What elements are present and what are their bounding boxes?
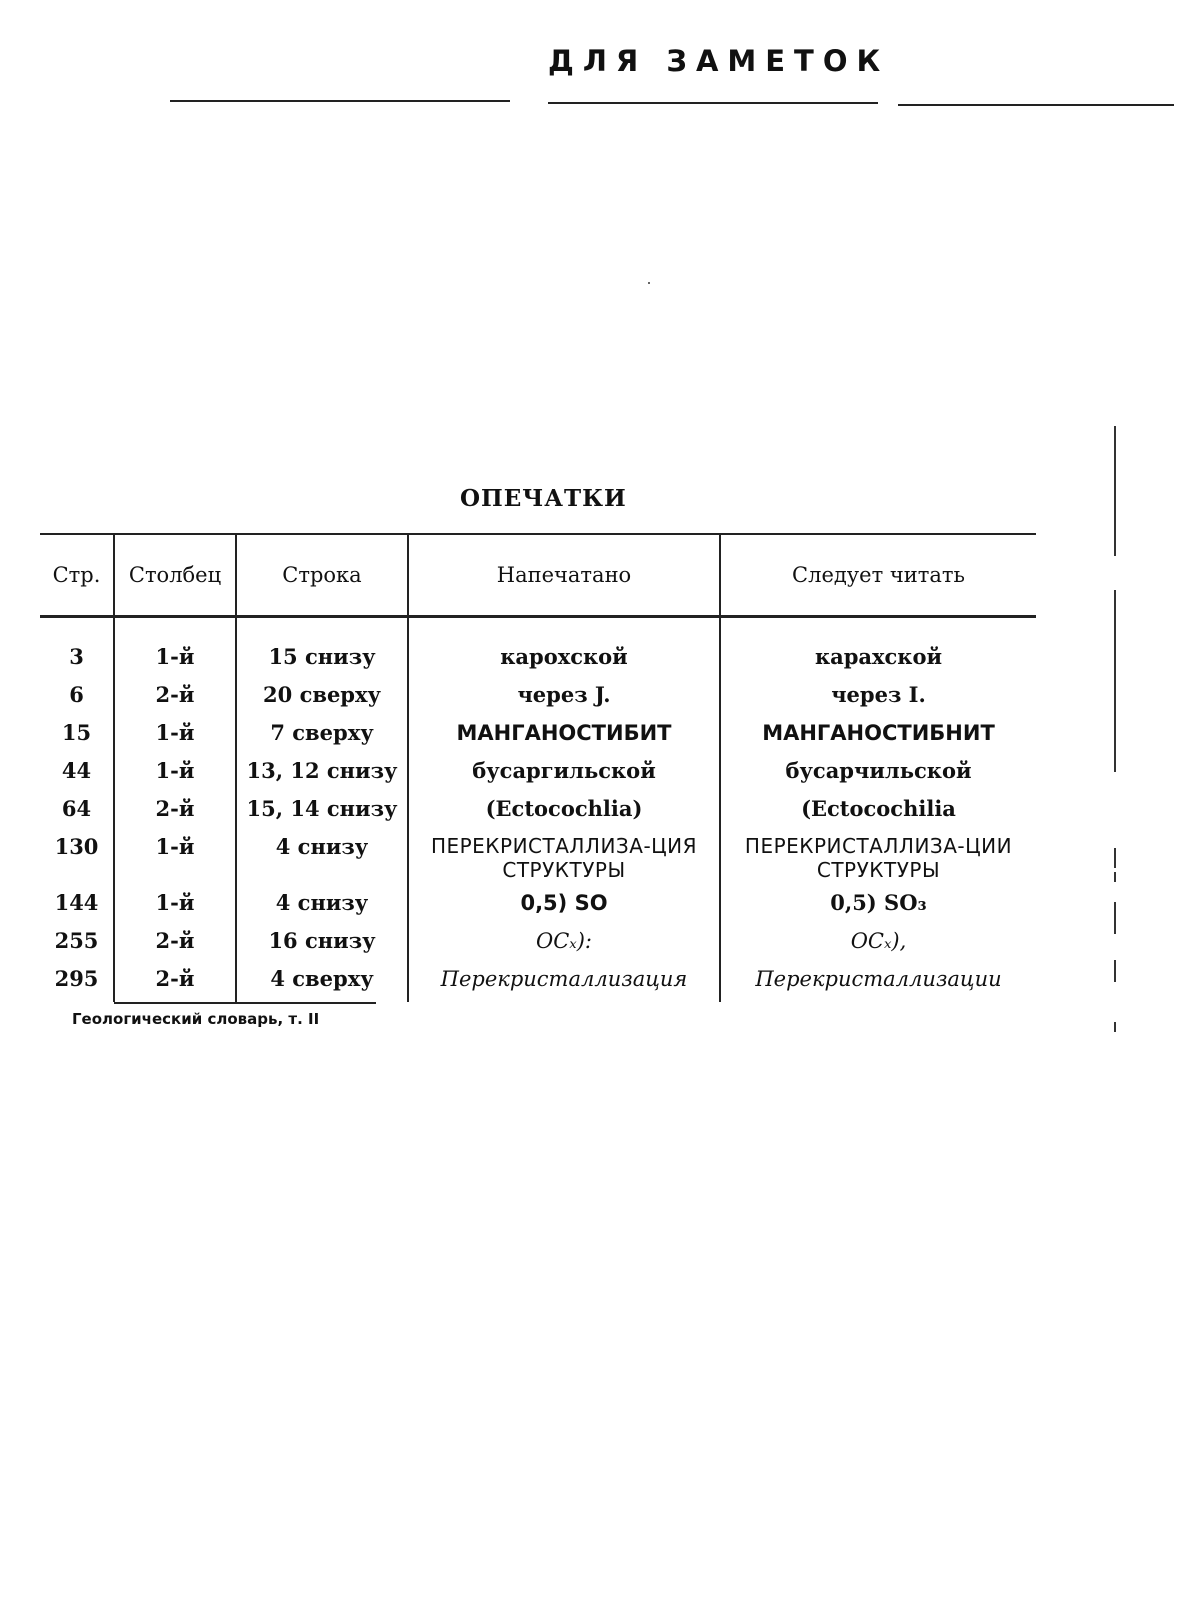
cell-line: 4 снизу	[236, 830, 408, 886]
cell-correct: ПЕРЕКРИСТАЛЛИЗА-ЦИИ СТРУКТУРЫ	[720, 830, 1036, 886]
table-row	[40, 716, 1036, 754]
page-edge-line	[1114, 872, 1116, 882]
cell-page: 255	[54, 928, 99, 953]
page-edge-line	[1114, 902, 1116, 934]
cell-page: 15	[61, 720, 92, 745]
table-row	[40, 962, 1036, 1002]
header-printed: Напечатано	[408, 534, 720, 617]
cell-page: 144	[54, 890, 99, 915]
cell-column: 2-й	[114, 792, 236, 830]
cell-column: 1-й	[114, 617, 236, 679]
cell-column: 2-й	[114, 678, 236, 716]
cell-line: 4 сверху	[236, 962, 408, 1002]
header-line: Строка	[236, 534, 408, 617]
table-row	[40, 886, 1036, 924]
cell-column: 2-й	[114, 962, 236, 1002]
cell-printed: бусаргильской	[408, 754, 720, 792]
page-edge-line	[1114, 426, 1116, 556]
cell-column: 1-й	[114, 754, 236, 792]
cell-line: 7 сверху	[236, 716, 408, 754]
cell-page: 3	[69, 644, 84, 669]
errata-header-row	[40, 534, 1036, 617]
cell-printed: Перекристаллизация	[408, 962, 720, 1002]
cell-correct: (Ectocochilia	[720, 792, 1036, 830]
cell-page: 64	[61, 796, 92, 821]
cell-line: 15, 14 снизу	[236, 792, 408, 830]
cell-column: 1-й	[114, 716, 236, 754]
cell-page: 6	[69, 682, 84, 707]
cell-correct: МАНГАНОСТИБНИТ	[720, 716, 1036, 754]
cell-correct: через I.	[720, 678, 1036, 716]
notes-rule-right	[898, 104, 1174, 106]
page-edge-line	[1114, 848, 1116, 868]
cell-page: 130	[54, 834, 99, 859]
table-row	[40, 678, 1036, 716]
cell-line: 16 снизу	[236, 924, 408, 962]
cell-column: 2-й	[114, 924, 236, 962]
cell-line: 20 сверху	[236, 678, 408, 716]
cell-printed: 0,5) SO	[408, 886, 720, 924]
notes-heading: ДЛЯ ЗАМЕТОК	[548, 44, 890, 78]
cell-correct: Перекристаллизации	[720, 962, 1036, 1002]
cell-printed: карохской	[408, 617, 720, 679]
cell-column: 1-й	[114, 886, 236, 924]
cell-correct: карахской	[720, 617, 1036, 679]
errata-table	[40, 533, 1036, 1002]
table-row	[40, 924, 1036, 962]
cell-correct: 0,5) SO₃	[720, 886, 1036, 924]
cell-printed: через J.	[408, 678, 720, 716]
table-row	[40, 617, 1036, 679]
table-row	[40, 830, 1036, 886]
header-column: Столбец	[114, 534, 236, 617]
cell-correct: бусарчильской	[720, 754, 1036, 792]
table-row	[40, 754, 1036, 792]
cell-page: 295	[54, 966, 99, 991]
scan-speck	[648, 282, 650, 284]
footer-rule	[114, 1002, 376, 1004]
cell-correct: OCₓ),	[720, 924, 1036, 962]
header-correct: Следует читать	[720, 534, 1036, 617]
page-edge-line	[1114, 590, 1116, 772]
cell-line: 13, 12 снизу	[236, 754, 408, 792]
footer-note: Геологический словарь, т. II	[72, 1010, 320, 1028]
notes-rule-left	[170, 100, 510, 102]
cell-line: 4 снизу	[236, 886, 408, 924]
cell-line: 15 снизу	[236, 617, 408, 679]
page-edge-line	[1114, 960, 1116, 982]
cell-printed: ПЕРЕКРИСТАЛЛИЗА-ЦИЯ СТРУКТУРЫ	[408, 830, 720, 886]
cell-page: 44	[61, 758, 92, 783]
table-row	[40, 792, 1036, 830]
errata-heading: ОПЕЧАТКИ	[460, 485, 627, 512]
cell-column: 1-й	[114, 830, 236, 886]
cell-printed: (Ectocochlia)	[408, 792, 720, 830]
cell-printed: OCₓ):	[408, 924, 720, 962]
header-page: Стр.	[52, 563, 101, 587]
cell-printed: МАНГАНОСТИБИТ	[408, 716, 720, 754]
page-edge-line	[1114, 1022, 1116, 1032]
notes-rule-middle	[548, 102, 878, 104]
